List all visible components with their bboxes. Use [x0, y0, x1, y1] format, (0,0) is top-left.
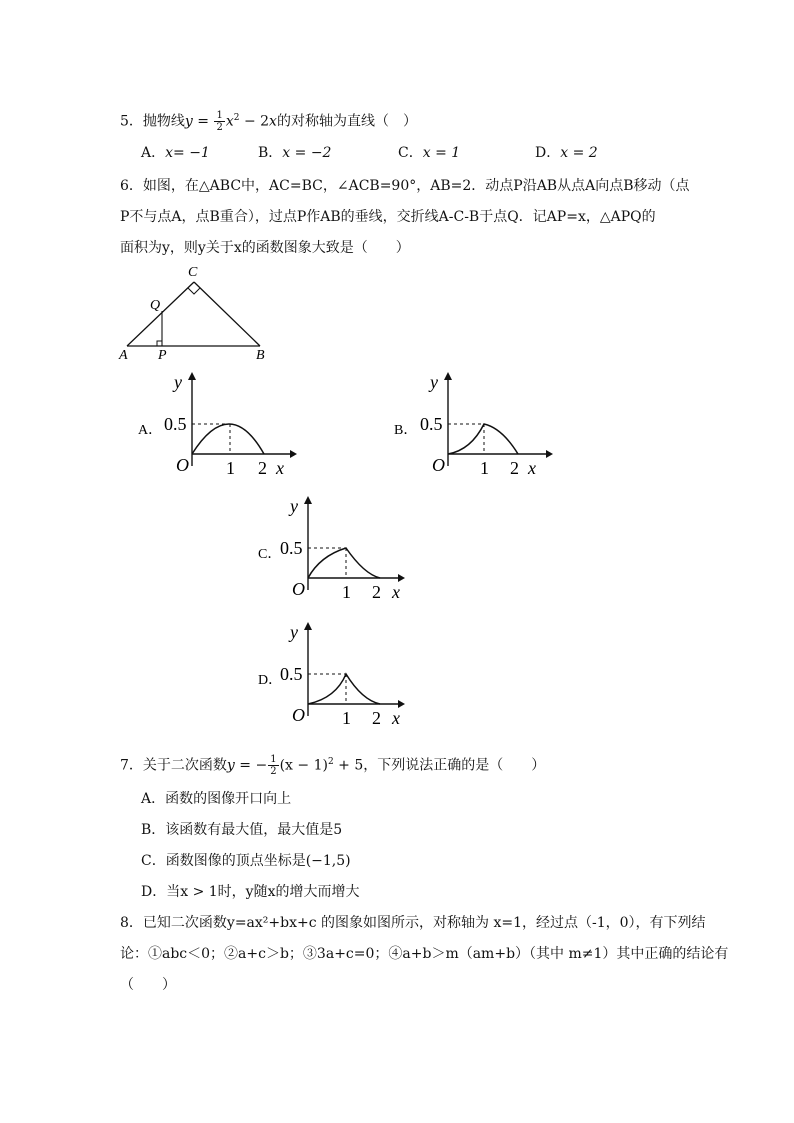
label-ytick: 0.5 [280, 664, 303, 684]
q5-x2: x [269, 113, 277, 130]
label-x: x [276, 458, 284, 478]
q5-frac-den: 2 [216, 122, 223, 134]
curve [308, 548, 380, 578]
label-ytick: 0.5 [164, 414, 187, 434]
q5-fraction [214, 110, 224, 133]
graph-b-option-label: B． [394, 423, 418, 438]
label-origin: O [292, 579, 305, 599]
q5-stem [120, 108, 417, 133]
q5-option-b-label: B． [258, 145, 283, 161]
label-xtick2: 2 [258, 458, 267, 478]
label-c: C [188, 265, 198, 280]
side-cb [194, 282, 260, 346]
q5-option-a-label: A． [141, 145, 166, 161]
curve [308, 674, 380, 704]
q5-y: y [184, 113, 193, 130]
x-axis-arrow [546, 450, 553, 458]
curve [192, 424, 264, 454]
label-x: x [392, 582, 400, 602]
q8-stem-line1: 8．已知二次函数y=ax²+bx+c 的图象如图所示，对称轴为 x=1，经过点（-1，0），有下列结 [120, 915, 706, 931]
q6-stem-line2: P不与点A，点B重合），过点P作AB的垂线，交折线A-C-B于点Q．记AP=x，△APQ的 [120, 209, 656, 225]
label-xtick2: 2 [372, 708, 381, 728]
q7-option-c[interactable]: C．函数图像的顶点坐标是(−1,5) [141, 853, 351, 869]
q7-option-a[interactable]: A．函数的图像开口向上 [141, 791, 292, 807]
label-xtick2: 2 [510, 458, 519, 478]
q8-stem-line2: 论：①abc＜0；②a+c＞b；③3a+c=0；④a+b＞m（am+b）（其中 m≠1）其中正确的结论有 [120, 946, 729, 962]
q7-eq: = − [234, 757, 268, 774]
q5-option-a-text: x= −1 [165, 145, 210, 161]
q5-option-d-label: D． [535, 145, 561, 161]
label-a: A [119, 348, 128, 362]
graph-c-option-label: C． [258, 547, 282, 562]
q5-option-b[interactable] [258, 142, 331, 162]
label-y: y [430, 372, 438, 392]
label-ytick: 0.5 [280, 538, 303, 558]
label-y: y [290, 622, 298, 642]
q6-graph-d[interactable] [252, 620, 432, 730]
label-origin: O [176, 455, 189, 475]
label-origin: O [432, 455, 445, 475]
q5-minus: − 2 [239, 113, 270, 130]
q5-option-a[interactable] [141, 142, 210, 162]
label-p: P [158, 348, 167, 362]
graph-d-option-label: D． [258, 673, 283, 688]
q5-option-c-text: x = 1 [422, 145, 461, 161]
label-x: x [392, 708, 400, 728]
q7-y: y [226, 757, 235, 774]
q7-sq: 2 [327, 757, 334, 767]
x-axis-arrow [398, 700, 405, 708]
q7-option-b[interactable]: B．该函数有最大值，最大值是5 [141, 822, 343, 838]
q5-sq: 2 [233, 113, 240, 123]
x-axis-arrow [398, 574, 405, 582]
q5-suffix: 的对称轴为直线（ ） [276, 113, 417, 130]
q7-option-d[interactable]: D．当x > 1时，y随x的增大而增大 [141, 884, 360, 900]
q7-suffix: ，下列说法正确的是（ ） [363, 757, 546, 774]
label-xtick1: 1 [342, 582, 351, 602]
label-origin: O [292, 705, 305, 725]
side-ac [127, 282, 194, 346]
q5-frac-num: 1 [216, 110, 223, 122]
q8-stem-line3: （ ） [120, 977, 176, 993]
q5-option-d[interactable] [535, 142, 598, 162]
right-angle-c [188, 288, 200, 294]
q7-stem [120, 752, 545, 777]
y-axis-arrow [304, 622, 312, 630]
q5-x: x [225, 113, 234, 130]
y-axis-arrow [444, 372, 452, 380]
x-axis-arrow [290, 450, 297, 458]
q7-tail: + 5 [333, 757, 364, 774]
label-x: x [528, 458, 536, 478]
y-axis-arrow [188, 372, 196, 380]
q5-prefix: 5．抛物线 [120, 113, 185, 130]
label-xtick1: 1 [480, 458, 489, 478]
q5-option-b-text: x = −2 [282, 145, 332, 161]
graph-a-option-label: A． [138, 423, 163, 438]
q6-stem-line1: 6．如图，在△ABC中，AC=BC，∠ACB=90°，AB=2．动点P沿AB从点A向点B移动（点 [120, 178, 690, 194]
q6-graph-b[interactable] [386, 370, 566, 480]
q6-graph-a[interactable] [130, 370, 310, 480]
label-xtick1: 1 [342, 708, 351, 728]
label-xtick2: 2 [372, 582, 381, 602]
label-ytick: 0.5 [420, 414, 443, 434]
q6-triangle-figure [110, 262, 290, 362]
q5-option-c[interactable] [398, 142, 460, 162]
label-xtick1: 1 [226, 458, 235, 478]
label-y: y [290, 496, 298, 516]
right-angle-p [157, 341, 162, 346]
q7-frac-num: 1 [270, 754, 277, 766]
q6-graph-c[interactable] [252, 494, 432, 604]
q7-frac-den: 2 [270, 766, 277, 778]
curve [448, 424, 518, 454]
q5-option-c-label: C． [398, 145, 423, 161]
label-q: Q [150, 298, 161, 313]
q7-prefix: 7．关于二次函数 [120, 757, 227, 774]
q5-eq: = [192, 113, 214, 130]
q7-body: (x − 1) [279, 757, 328, 774]
label-b: B [256, 348, 265, 362]
q5-option-d-text: x = 2 [560, 145, 598, 161]
y-axis-arrow [304, 496, 312, 504]
q7-fraction [268, 754, 278, 777]
q6-stem-line3: 面积为y，则y关于x的函数图象大致是（ ） [120, 240, 410, 256]
label-y: y [174, 372, 182, 392]
